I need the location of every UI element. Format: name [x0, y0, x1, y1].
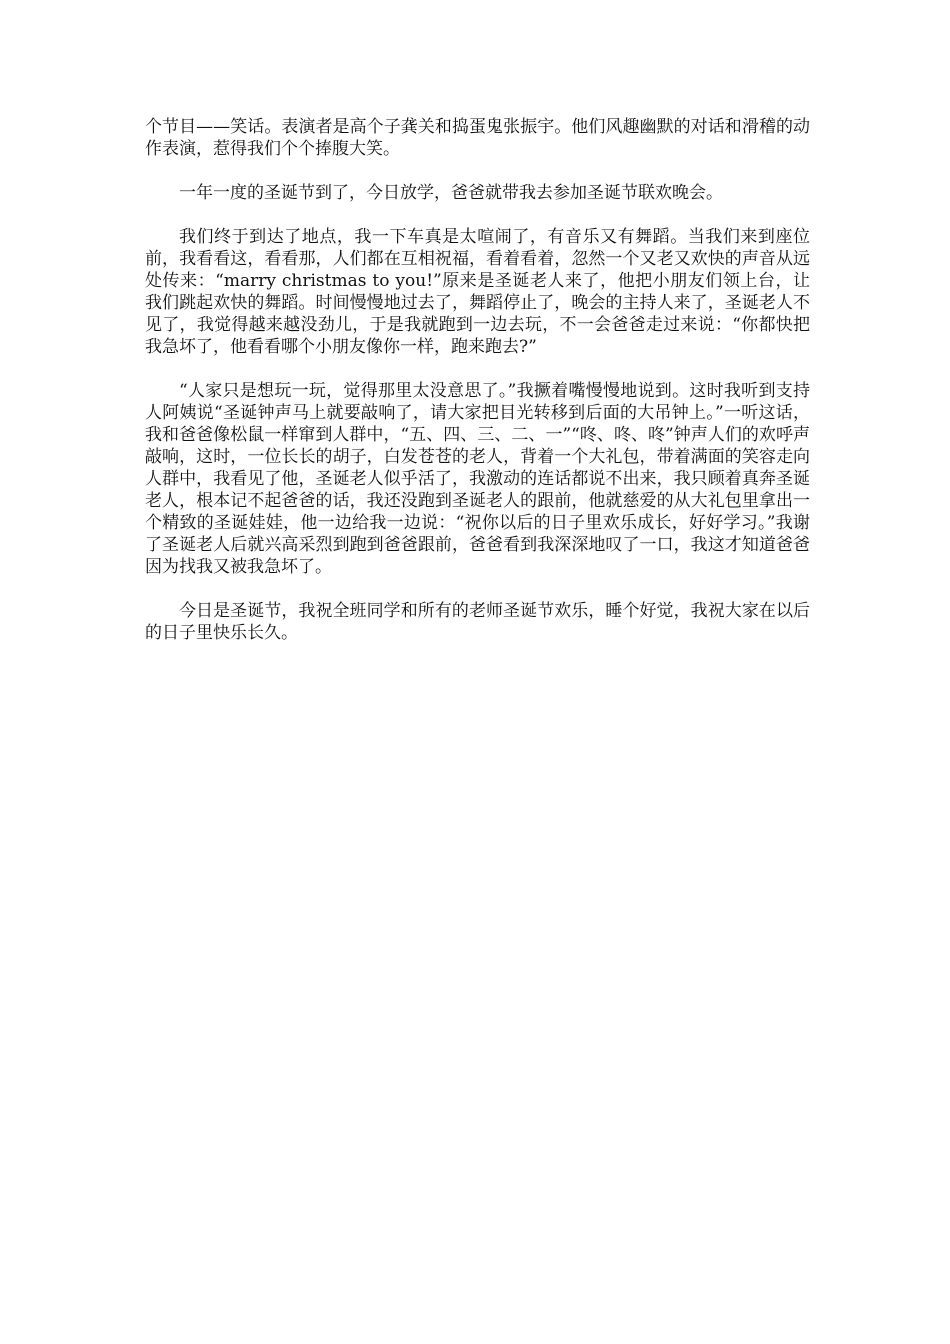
document-body	[145, 116, 810, 666]
paragraph-continued: 个节目——笑话。表演者是高个子龚关和捣蛋鬼张振宇。他们风趣幽默的对话和滑稽的动作表演，惹得我们个个捧腹大笑。	[145, 117, 810, 159]
paragraph-christmas-arrives: 一年一度的圣诞节到了，今日放学，爸爸就带我去参加圣诞节联欢晚会。	[179, 183, 723, 203]
paragraph-closing-wishes: 今日是圣诞节，我祝全班同学和所有的老师圣诞节欢乐，睡个好觉，我祝大家在以后的日子里快乐长久。	[145, 601, 810, 643]
paragraph-christmas-bell: “人家只是想玩一玩，觉得那里太没意思了。”我撅着嘴慢慢地说到。这时我听到支持人阿姨说“圣诞钟声马上就要敲响了，请大家把目光转移到后面的大吊钟上。”一听这话，我和爸爸像松鼠一样窜到人群中，“五、四、三、二、一”“咚、咚、咚”钟声人们的欢呼声敲响，这时，一位长长的胡子，白发苍苍的老人，背着一个大礼包，带着满面的笑容走向人群中，我看见了他，圣诞老人似乎活了，我激动的连话都说不出来，我只顾着真奔圣诞老人，根本记不起爸爸的话，我还没跑到圣诞老人的跟前，他就慈爱的从大礼包里拿出一个精致的圣诞娃娃，他一边给我一边说：“祝你以后的日子里欢乐成长，好好学习。”我谢了圣诞老人后就兴高采烈到跑到爸爸跟前，爸爸看到我深深地叹了一口，我这才知道爸爸因为找我又被我急坏了。	[145, 381, 810, 577]
paragraph-arrival-at-party: 我们终于到达了地点，我一下车真是太喧闹了，有音乐又有舞蹈。当我们来到座位前，我看看这，看看那，人们都在互相祝福，看着看着，忽然一个又老又欢快的声音从远处传来：“marry christmas to you!”原来是圣诞老人来了，他把小朋友们领上台，让我们跳起欢快的舞蹈。时间慢慢地过去了，舞蹈停止了，晚会的主持人来了，圣诞老人不见了，我觉得越来越没劲儿，于是我就跑到一边去玩，不一会爸爸走过来说：“你都快把我急坏了，他看看哪个小朋友像你一样，跑来跑去?”	[145, 227, 810, 357]
